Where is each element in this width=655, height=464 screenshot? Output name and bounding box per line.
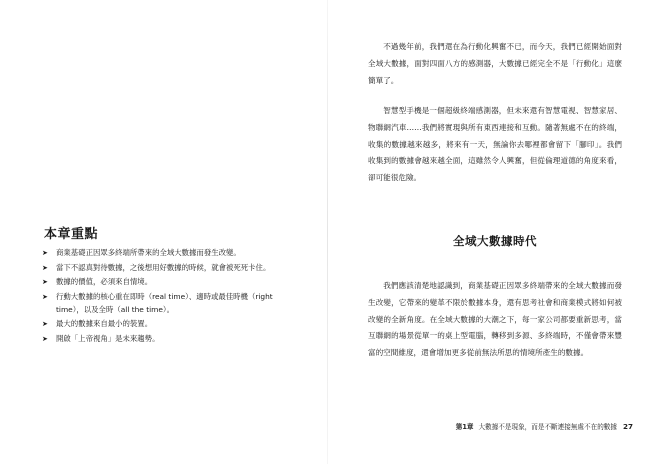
summary-item-text: 開啟「上帝視角」是未來趨勢。 bbox=[56, 333, 160, 343]
summary-item bbox=[42, 276, 282, 289]
summary-item-text: 數據的價值，必須來自情境。 bbox=[56, 277, 153, 287]
page-number: 27 bbox=[622, 422, 633, 431]
arrow-bullet-icon: ➤ bbox=[42, 249, 48, 257]
arrow-bullet-icon: ➤ bbox=[42, 278, 48, 287]
summary-item bbox=[42, 262, 282, 275]
arrow-bullet-icon: ➤ bbox=[42, 263, 48, 272]
right-page bbox=[328, 0, 655, 464]
running-footer bbox=[456, 421, 633, 431]
left-page bbox=[0, 0, 327, 464]
summary-item-text: 當下不認真對待數據，之後想用好數據的時候，就會被死死卡住。 bbox=[56, 262, 271, 272]
summary-item-text: 商業基礎正因眾多終端所帶來的全域大數據而發生改變。 bbox=[56, 248, 241, 257]
arrow-bullet-icon: ➤ bbox=[42, 293, 48, 302]
summary-item bbox=[42, 247, 282, 260]
summary-item-text: 最大的數據來自最小的裝置。 bbox=[56, 319, 153, 329]
summary-item-text: 行動大數據的核心重在即時（real time）、適時或最佳時機（right time），以及全時（all the time）。 bbox=[56, 292, 273, 314]
chapter-summary-heading: 本章重點 bbox=[44, 227, 99, 242]
body-paragraph: 智慧型手機是一個超級終端感測器，但未來還有智慧電視、智慧家居、物聯網汽車……我們將實現與所有東西連接和互動。隨著無處不在的終端，收集的數據越來越多，將來有一天，無論你去哪裡都會留下「腳印」。我們收集到的數據會越來越全面，這雖然令人興奮，但從倫理道德的角度來看，卻可能很危險。 bbox=[368, 106, 622, 183]
summary-item bbox=[42, 291, 282, 316]
summary-item bbox=[42, 333, 282, 346]
arrow-bullet-icon: ➤ bbox=[42, 320, 48, 329]
section-heading: 全域大數據時代 bbox=[453, 234, 537, 248]
arrow-bullet-icon: ➤ bbox=[42, 334, 48, 343]
chapter-summary-list bbox=[42, 247, 282, 348]
summary-item bbox=[42, 318, 282, 331]
body-paragraph: 我們應該清楚地認識到，商業基礎正因眾多終端帶來的全域大數據而發生改變，它帶來的變革不限於數據本身，還有思考社會和商業模式將如何被改變的全新角度。在全域大數據的大潮之下，每一家公司都要重新思考，當互聯網的場景從單一的桌上型電腦，轉移到多源、多終端時，不僅會帶來豐富的空間維度，還會增加更多從前無法所思的情境所產生的數據。 bbox=[368, 281, 622, 358]
footer-chapter-label: 第1章 bbox=[455, 423, 474, 431]
footer-chapter-title: 大數據不是現象，而是不斷連接無處不在的數據 bbox=[478, 423, 617, 431]
body-paragraph: 不過幾年前，我們還在為行動化興奮不已，而今天，我們已經開始面對全域大數據，面對四面八方的感測器，大數據已經完全不是「行動化」這麼簡單了。 bbox=[368, 42, 622, 85]
